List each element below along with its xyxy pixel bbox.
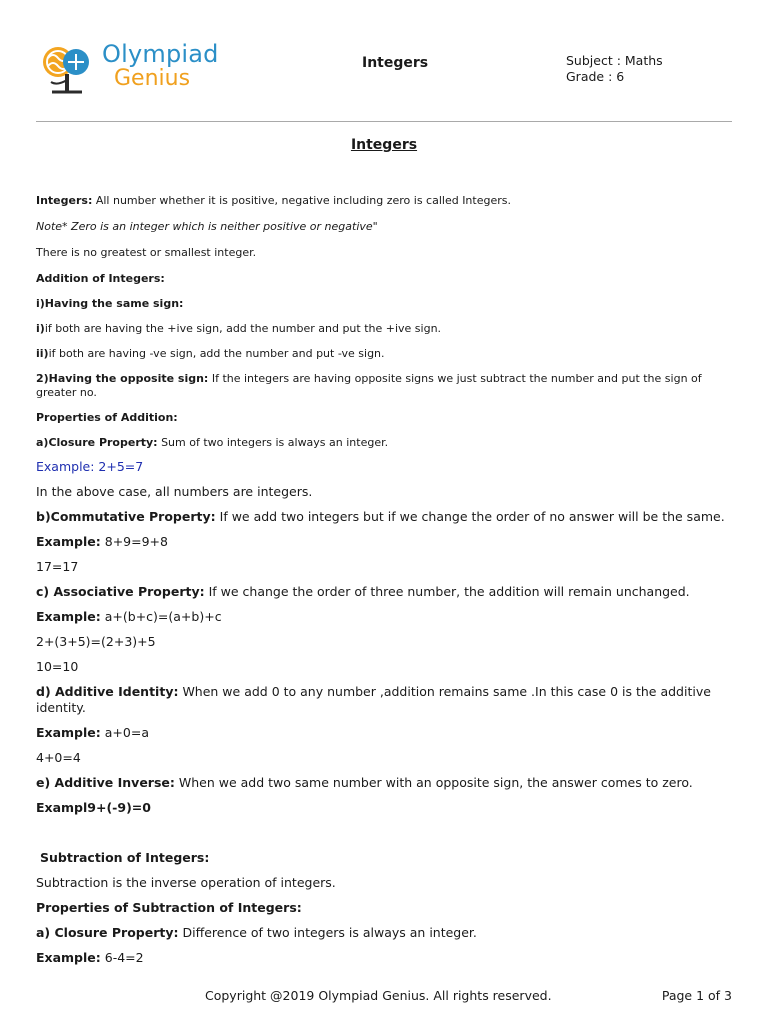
rule-negative-sign bbox=[36, 347, 732, 361]
example-label: Example: bbox=[36, 725, 101, 740]
paragraph-no-greatest: There is no greatest or smallest integer. bbox=[36, 246, 257, 259]
term-label: Integers: bbox=[36, 194, 93, 207]
closure-property bbox=[36, 436, 732, 450]
example-text: 8+9=9+8 bbox=[100, 534, 168, 549]
property-label: a) Closure Property: bbox=[36, 925, 179, 940]
example-inverse: Exampl9+(-9)=0 bbox=[36, 800, 151, 815]
brain-tree-icon bbox=[38, 40, 102, 104]
logo-wordmark-genius: Genius bbox=[114, 66, 191, 91]
property-label: b)Commutative Property: bbox=[36, 509, 216, 524]
document-body bbox=[36, 194, 732, 966]
example-line: 2+(3+5)=(2+3)+5 bbox=[36, 634, 156, 649]
additive-inverse bbox=[36, 775, 732, 791]
heading-properties-subtraction: Properties of Subtraction of Integers: bbox=[36, 900, 302, 915]
property-text: If we add two integers but if we change the order of no answer will be the same. bbox=[215, 509, 725, 524]
footer-page-number: Page 1 of 3 bbox=[661, 988, 732, 1003]
example-label: Example: bbox=[36, 950, 101, 965]
paragraph-all-integers: In the above case, all numbers are integers. bbox=[36, 484, 313, 499]
property-label: a)Closure Property: bbox=[36, 436, 158, 449]
rule-label: 2)Having the opposite sign: bbox=[36, 372, 209, 385]
heading-addition: Addition of Integers: bbox=[36, 272, 165, 285]
property-text: Sum of two integers is always an integer. bbox=[157, 436, 389, 449]
additive-identity bbox=[36, 684, 732, 716]
subheading-same-sign: i)Having the same sign: bbox=[36, 297, 184, 310]
commutative-property bbox=[36, 509, 732, 525]
example-closure: Example: 2+5=7 bbox=[36, 459, 144, 474]
header-divider bbox=[36, 121, 732, 122]
rule-opposite-sign bbox=[36, 372, 732, 400]
paragraph-subtraction-inverse: Subtraction is the inverse operation of integers. bbox=[36, 875, 336, 890]
example-text: 6-4=2 bbox=[100, 950, 144, 965]
paragraph-integers-definition bbox=[36, 194, 732, 208]
rule-positive-sign bbox=[36, 322, 732, 336]
example-associative bbox=[36, 609, 732, 625]
footer-copyright: Copyright @2019 Olympiad Genius. All rights reserved. bbox=[205, 988, 552, 1003]
property-label: e) Additive Inverse: bbox=[36, 775, 175, 790]
subject-label: Subject : Maths bbox=[566, 53, 663, 68]
rule-label: i) bbox=[36, 322, 45, 335]
header-title: Integers bbox=[362, 55, 429, 71]
rule-text: If the integers are having opposite signs we just subtract the number and put the sign of greater no. bbox=[36, 372, 702, 399]
example-label: Example: bbox=[36, 609, 101, 624]
document-title: Integers bbox=[350, 137, 418, 153]
example-identity bbox=[36, 725, 732, 741]
definition-text: All number whether it is positive, negative including zero is called Integers. bbox=[92, 194, 511, 207]
example-line: 4+0=4 bbox=[36, 750, 81, 765]
example-line: 10=10 bbox=[36, 659, 79, 674]
example-text: a+0=a bbox=[100, 725, 149, 740]
property-label: c) Associative Property: bbox=[36, 584, 205, 599]
property-text: When we add two same number with an opposite sign, the answer comes to zero. bbox=[174, 775, 693, 790]
example-line: 17=17 bbox=[36, 559, 79, 574]
subtraction-closure-property bbox=[36, 925, 732, 941]
associative-property bbox=[36, 584, 732, 600]
rule-text: if both are having -ve sign, add the number and put -ve sign. bbox=[48, 347, 385, 360]
note-paragraph: Note* Zero is an integer which is neither positive or negative" bbox=[36, 220, 378, 233]
example-subtraction bbox=[36, 950, 732, 966]
olympiad-genius-logo bbox=[38, 38, 238, 102]
example-label: Example: bbox=[36, 534, 101, 549]
logo-wordmark-olympiad: Olympiad bbox=[102, 40, 219, 68]
subject-grade-block bbox=[566, 53, 663, 85]
heading-properties-addition: Properties of Addition: bbox=[36, 411, 178, 424]
property-text: If we change the order of three number, the addition will remain unchanged. bbox=[204, 584, 690, 599]
property-text: When we add 0 to any number ,addition remains same .In this case 0 is the additive identity. bbox=[36, 684, 711, 715]
example-text: a+(b+c)=(a+b)+c bbox=[100, 609, 222, 624]
rule-label: ii) bbox=[36, 347, 49, 360]
example-commutative bbox=[36, 534, 732, 550]
property-label: d) Additive Identity: bbox=[36, 684, 179, 699]
heading-subtraction: Subtraction of Integers: bbox=[40, 850, 210, 865]
property-text: Difference of two integers is always an integer. bbox=[178, 925, 477, 940]
grade-label: Grade : 6 bbox=[566, 69, 625, 84]
rule-text: if both are having the +ive sign, add the number and put the +ive sign. bbox=[44, 322, 442, 335]
